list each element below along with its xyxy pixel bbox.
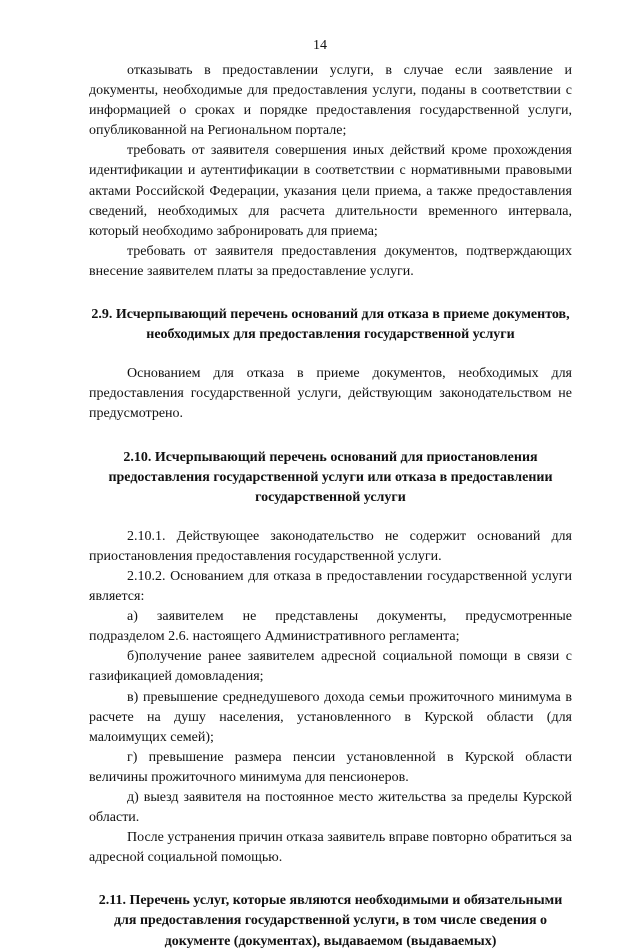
page-number: 14	[313, 38, 327, 53]
section-2-10-item-d: д) выезд заявителя на постоянное место жительства за пределы Курской области.	[89, 790, 572, 826]
document-body	[89, 61, 572, 952]
section-2-9-paragraph-1: Основанием для отказа в приеме документов, необходимых для предоставления государственной услуги, действующим законодательством не предусмотрено.	[89, 366, 572, 422]
section-2-10-paragraph-2: 2.10.2. Основанием для отказа в предоставлении государственной услуги является:	[89, 568, 572, 605]
intro-paragraph-2: требовать от заявителя совершения иных действий кроме прохождения идентификации и аутентификации в соответствии с нормативными правовыми актами Российской Федерации, указания цели приема, а также предоставления сведений, необходимых для расчета длительности временного интервала, который необходимо забронировать для приема;	[89, 143, 572, 239]
section-2-10-item-v: в) превышение среднедушевого дохода семьи прожиточного минимума в расчете на душу населения, установленного в Курской области (для малоимущих семей);	[89, 689, 572, 745]
section-2-10-item-b: б)получение ранее заявителем адресной социальной помощи в связи с газификацией домовладения;	[89, 649, 572, 685]
intro-paragraph-3: требовать от заявителя предоставления документов, подтверждающих внесение заявителем платы за предоставление услуги.	[89, 243, 572, 279]
section-2-10-heading: 2.10. Исчерпывающий перечень оснований для приостановления предоставления государственной услуги или отказа в предоставлении государственной услуги	[108, 449, 553, 505]
section-2-10-paragraph-final: После устранения причин отказа заявитель вправе повторно обратиться за адресной социальной помощью.	[89, 830, 572, 866]
section-2-9-heading: 2.9. Исчерпывающий перечень оснований для отказа в приеме документов, необходимых для предоставления государственной услуги	[91, 307, 570, 343]
section-2-10-item-a: а) заявителем не представлены документы, предусмотренные подразделом 2.6. настоящего Административного регламента;	[89, 609, 572, 645]
section-2-11-heading: 2.11. Перечень услуг, которые являются необходимыми и обязательными для предоставления государственной услуги, в том числе сведения о документе (документах), выдаваемом (выдаваемых)	[98, 893, 563, 949]
intro-paragraph-1: отказывать в предоставлении услуги, в случае если заявление и документы, необходимые для предоставления услуги, поданы в соответствии с информацией о сроках и порядке предоставления государственной услуги, опубликованной на Региональном портале;	[89, 63, 572, 139]
section-2-10-item-g: г) превышение размера пенсии установленной в Курской области величины прожиточного минимума для пенсионеров.	[89, 749, 572, 785]
section-2-10-paragraph-1: 2.10.1. Действующее законодательство не содержит оснований для приостановления предоставления государственной услуги.	[89, 528, 572, 564]
